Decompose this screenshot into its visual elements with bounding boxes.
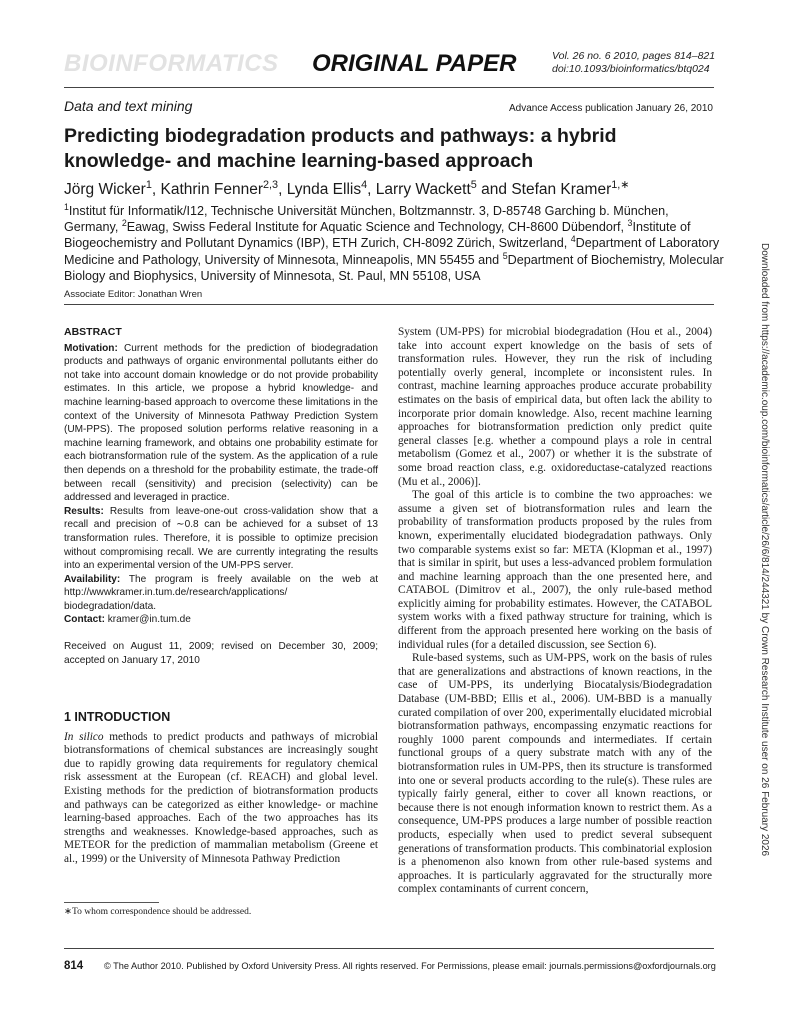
- author-name: Kathrin Fenner: [160, 181, 264, 198]
- contact-text: kramer@in.tum.de: [104, 614, 191, 626]
- introduction: [64, 711, 378, 867]
- abstract-results: [64, 505, 378, 573]
- paper-type: ORIGINAL PAPER: [312, 50, 517, 77]
- right-column: [398, 326, 712, 897]
- doi: doi:10.1093/bioinformatics/btq024: [552, 63, 710, 75]
- body-paragraph: System (UM-PPS) for microbial biodegradation (Hou et al., 2004) take into account expert knowledge on the basis of sets of transformation rules. However, they run the risk of including potentially overly general, incomplete or inconsistent rules. In contrast, machine learning approaches produce accurate probability estimates on the basis of empirical data, but often lack the ability to incorporate prior domain knowledge. Also, recent machine learning approaches for biotransformation prediction only predict quite general classes [e.g. whether a compound plays a role in central metabolism (Gomez et al., 2007) or whether it is the substrate of some broad reaction class, e.g. oxidoreductase-catalyzed reactions (Mu et al., 2006)].: [398, 326, 712, 488]
- affiliation: Institute of Biogeochemistry and Pollutant Dynamics (IBP), ETH Zurich, CH-8092 Zürich, Switzerland,: [64, 220, 691, 251]
- author-sup: 4: [361, 178, 368, 191]
- affiliation: Eawag, Swiss Federal Institute for Aquatic Science and Technology, CH-8600 Dübendorf,: [126, 220, 628, 235]
- advance-access: Advance Access publication January 26, 2010: [508, 103, 713, 114]
- motivation-label: Motivation:: [64, 342, 118, 354]
- affiliations: [64, 203, 724, 284]
- author-name: Larry Wackett: [375, 181, 471, 198]
- abstract-motivation: [64, 342, 378, 505]
- journal-name: BIOINFORMATICS: [64, 50, 279, 77]
- title-line-1: Predicting biodegradation products and pathways: a hybrid: [64, 125, 617, 147]
- abstract-contact: [64, 613, 378, 627]
- page-number: 814: [64, 960, 84, 972]
- affiliation: Department of Biochemistry, Molecular Biology and Biophysics, University of Minnesota, St. Paul, MN 55108, USA: [64, 252, 724, 283]
- results-label: Results:: [64, 505, 104, 517]
- volume-pages: Vol. 26 no. 6 2010, pages 814–821: [552, 50, 716, 62]
- abstract-heading: ABSTRACT: [64, 326, 122, 338]
- intro-heading: 1 INTRODUCTION: [64, 710, 171, 724]
- results-text: Results from leave-one-out cross-validation show that a recall and precision of ∼0.8 can be achieved for a subset of 13 transformation rules. Therefore, it is possible to optimize precision without compromising recall. We are currently integrating the results into an experimental version of the UM-PPS server.: [64, 505, 378, 572]
- affiliation: Institut für Informatik/I12, Technische Universität München, Boltzmannstr. 3, D-85748 Garching b. München, Germany,: [64, 204, 669, 235]
- affil-sup: 1: [64, 201, 69, 212]
- download-watermark: Downloaded from https://academic.oup.com/bioinformatics/article/26/6/814/244321 by Crown Research Institute user on 26 February 2026: [759, 243, 770, 857]
- footnote-rule: [64, 902, 159, 903]
- copyright: © The Author 2010. Published by Oxford University Press. All rights reserved. For Permissions, please email: journals.permissions@oxfordjournals.org: [104, 961, 716, 971]
- intro-paragraph: [64, 731, 378, 867]
- footer-rule: [64, 948, 714, 949]
- intro-italic: In silico: [64, 730, 104, 743]
- author-sup: 2,3: [263, 178, 279, 191]
- intro-text: methods to predict products and pathways of microbial biotransformations of chemical substances are increasingly sought due to rapidly growing data requirements for regulatory chemical risk assessment at the European (cf. REACH) and global level. Existing methods for the prediction of biotransformation products and pathways can be categorized as either knowledge- or machine learning-based approaches. Each of the two approaches has its strengths and weaknesses. Knowledge-based approaches, such as METEOR for the prediction of mammalian metabolism (Greene et al., 1999) or the University of Minnesota Pathway Prediction: [64, 730, 378, 865]
- affil-sup: 4: [570, 234, 576, 245]
- author-name: Jörg Wicker: [64, 181, 146, 198]
- abstract-block: [64, 326, 378, 667]
- abstract-availability: [64, 573, 378, 614]
- author-name: Lynda Ellis: [286, 181, 362, 198]
- author-name: Stefan Kramer: [511, 181, 612, 198]
- volume-info: [552, 50, 715, 76]
- affil-sup: 3: [627, 218, 633, 229]
- body-paragraph: The goal of this article is to combine the two approaches: we assume a given set of biotransformation rules and learn the probability of transformation products proposed by the rules from known, experimentally elucidated biodegradation pathways. Only two comparable systems exist so far: META (Klopman et al., 1997) that is similar in spirit, but uses a less-advanced problem formulation and machine learning approach than the one presented here, and CATABOL (Dimitrov et al., 2007), the only rule-based method explicitly aiming for probability estimates. However, the CATABOL system works with a fixed pathway structure for training, which is different from the approach presented here working on the basis of individual rules (for a detailed discussion, see Section 6).: [398, 489, 712, 651]
- affil-sup: 2: [121, 218, 127, 229]
- title-block-rule: [64, 304, 714, 305]
- author-sup: 5: [470, 178, 477, 191]
- associate-editor: Associate Editor: Jonathan Wren: [64, 289, 203, 300]
- affil-sup: 5: [502, 250, 508, 261]
- contact-label: Contact:: [64, 614, 105, 626]
- title-line-2: knowledge- and machine learning-based approach: [64, 150, 534, 172]
- availability-label: Availability:: [64, 573, 121, 585]
- author-list: Jörg Wicker$^1$, Kathrin Fenner$^{2,3}$, Lynda Ellis$^4$, Larry Wackett$^5$ and Stefan Kramer$^{1,∗}$: [64, 178, 630, 198]
- received-dates: Received on August 11, 2009; revised on December 30, 2009; accepted on January 17, 2010: [64, 641, 378, 666]
- section-label: Data and text mining: [64, 98, 193, 114]
- availability-text: The program is freely available on the web at http://wwwkramer.in.tum.de/research/applications/ biodegradation/data.: [64, 573, 378, 612]
- author-sup: 1,∗: [611, 178, 630, 191]
- paper-title: [64, 124, 724, 174]
- footnote: ∗To whom correspondence should be addressed.: [64, 907, 252, 917]
- affiliation: Department of Laboratory Medicine and Pathology, University of Minnesota, Minneapolis, MN 55455 and: [64, 236, 720, 267]
- header-rule: [64, 87, 714, 88]
- author-sup: 1: [145, 178, 152, 191]
- motivation-text: Current methods for the prediction of biodegradation products and pathways of organic environmental pollutants either do not take into account domain knowledge or do not provide probability estimates. In this article, we propose a hybrid knowledge- and machine learning-based approach to overcome these limitations in the context of the University of Minnesota Pathway Prediction System (UM-PPS). The proposed solution performs relative reasoning in a machine learning framework, and obtains one probability estimate for each biotransformation rule of the system. As the application of a rule then depends on a threshold for the probability estimate, the trade-off between recall (sensitivity) and precision (selectivity) can be addressed and leveraged in practice.: [64, 342, 378, 504]
- body-paragraph: Rule-based systems, such as UM-PPS, work on the basis of rules that are generalizations and abstractions of known reactions, in the case of UM-PPS, its underlying Biocatalysis/Biodegradation Database (UM-BBD; Ellis et al., 2006). UM-BBD is a manually curated compilation of over 200, experimentally elucidated microbial biotransformation pathways, encompassing enzymatic reactions for roughly 1000 parent compounds and intermediates. If certain functional groups of a query substrate match with any of the biotransformation rules in UM-PPS, then its structure is transformed into one or several products according to the rule(s). These rules are typically fairly general, either to cover all known reactions, or because there is not enough information known to restrict them. As a consequence, UM-PPS produces a large number of possible reaction products, especially when used to predict several subsequent generations of transformation products. This combinatorial explosion is a phenomenon also known from other rule-based systems and approaches. It is particularly aggravated for the structurally more complex contaminants of current concern,: [398, 652, 712, 896]
